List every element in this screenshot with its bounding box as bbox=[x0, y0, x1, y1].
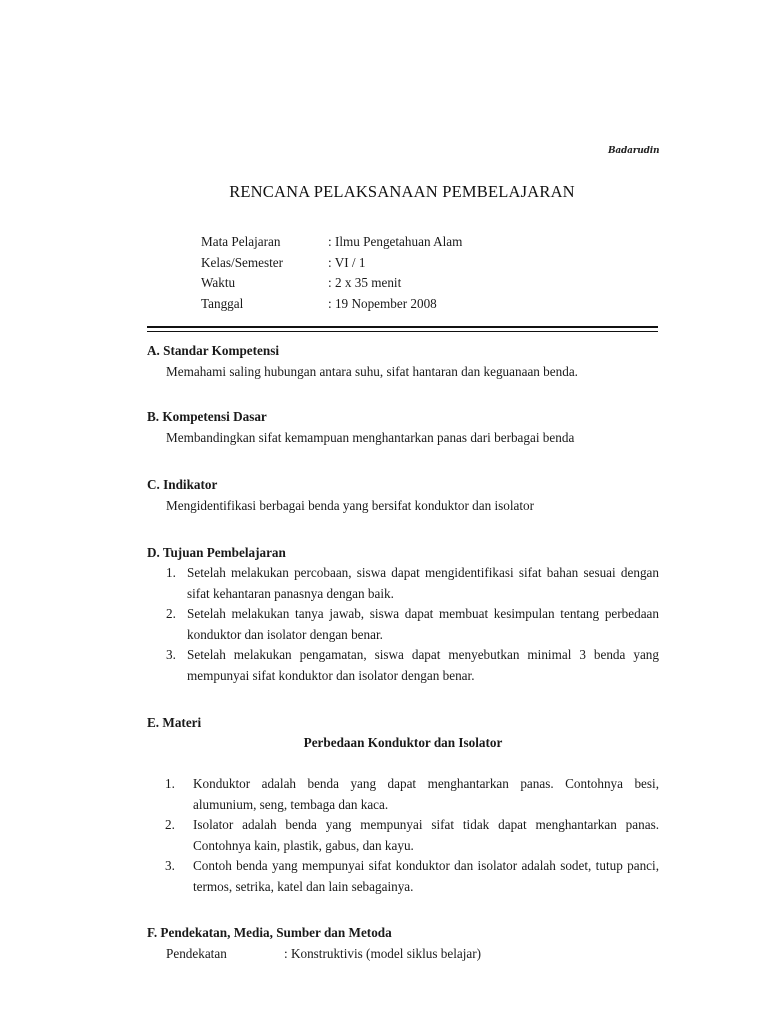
list-text: Setelah melakukan percobaan, siswa dapat mengidentifikasi sifat bahan sesuai dengan sifat kehantaran panasnya dengan baik. bbox=[187, 565, 659, 601]
section-d bbox=[147, 542, 659, 686]
list-text: Setelah melakukan pengamatan, siswa dapat menyebutkan minimal 3 benda yang mempunyai sifat konduktor dan isolator dengan benar. bbox=[187, 647, 659, 683]
list-item bbox=[147, 563, 659, 604]
info-value: : Ilmu Pengetahuan Alam bbox=[328, 234, 463, 249]
section-heading: A. Standar Kompetensi bbox=[147, 343, 280, 358]
list-item bbox=[147, 815, 659, 856]
list-text: Setelah melakukan tanya jawab, siswa dapat membuat kesimpulan tentang perbedaan konduktor dan isolator dengan benar. bbox=[187, 606, 659, 642]
approach-label: Pendekatan bbox=[166, 946, 227, 961]
section-text: Mengidentifikasi berbagai benda yang bersifat konduktor dan isolator bbox=[166, 498, 535, 513]
list-item bbox=[147, 856, 659, 897]
materi-list bbox=[147, 774, 659, 897]
list-number: 2. bbox=[166, 606, 176, 621]
section-heading: E. Materi bbox=[147, 715, 202, 730]
section-text: Memahami saling hubungan antara suhu, sifat hantaran dan keguanaan benda. bbox=[166, 364, 578, 379]
author-signature: Badarudin bbox=[608, 146, 660, 156]
section-heading: D. Tujuan Pembelajaran bbox=[147, 545, 286, 560]
section-heading: B. Kompetensi Dasar bbox=[147, 409, 267, 424]
info-label: Kelas/Semester bbox=[201, 254, 284, 270]
objectives-list bbox=[147, 563, 659, 686]
section-c bbox=[147, 474, 659, 516]
info-value: : 19 Nopember 2008 bbox=[328, 295, 437, 311]
approach-row bbox=[147, 943, 659, 964]
list-number: 3. bbox=[165, 858, 175, 873]
info-label: Tanggal bbox=[201, 295, 244, 311]
info-table bbox=[201, 232, 462, 314]
section-heading: C. Indikator bbox=[147, 477, 218, 492]
list-text: Konduktor adalah benda yang dapat menghantarkan panas. Contohnya besi, alumunium, seng, tembaga dan kaca. bbox=[193, 776, 659, 812]
list-number: 1. bbox=[165, 776, 175, 791]
list-number: 2. bbox=[165, 817, 175, 832]
info-row-time bbox=[201, 273, 462, 294]
list-item bbox=[147, 604, 659, 645]
info-label: Mata Pelajaran bbox=[201, 234, 281, 249]
list-text: Isolator adalah benda yang mempunyai sifat tidak dapat menghantarkan panas. Contohnya kain, plastik, gabus, dan kayu. bbox=[193, 817, 659, 853]
list-number: 3. bbox=[166, 647, 176, 662]
section-a bbox=[147, 340, 659, 382]
section-e bbox=[147, 712, 659, 733]
materi-subtitle: Perbedaan Konduktor dan Isolator bbox=[303, 735, 503, 750]
document-title: RENCANA PELAKSANAAN PEMBELAJARAN bbox=[229, 182, 575, 201]
approach-value: : Konstruktivis (model siklus belajar) bbox=[284, 946, 482, 961]
info-value: : VI / 1 bbox=[328, 254, 366, 270]
info-row-class bbox=[201, 253, 462, 274]
list-item bbox=[147, 774, 659, 815]
section-text: Membandingkan sifat kemampuan menghantarkan panas dari berbagai benda bbox=[166, 430, 575, 445]
section-heading: F. Pendekatan, Media, Sumber dan Metoda bbox=[147, 925, 392, 940]
info-value: : 2 x 35 menit bbox=[328, 275, 402, 290]
section-b bbox=[147, 406, 659, 448]
double-rule-top bbox=[147, 326, 658, 328]
section-f bbox=[147, 922, 659, 964]
materi-list-container bbox=[147, 774, 659, 897]
info-row-subject bbox=[201, 232, 462, 253]
list-text: Contoh benda yang mempunyai sifat konduktor dan isolator adalah sodet, tutup panci, termos, setrika, katel dan lain sebagainya. bbox=[193, 858, 659, 894]
info-row-date bbox=[201, 294, 462, 315]
list-number: 1. bbox=[166, 565, 176, 580]
info-label: Waktu bbox=[201, 275, 236, 290]
list-item bbox=[147, 645, 659, 686]
double-rule-bottom bbox=[147, 331, 658, 333]
